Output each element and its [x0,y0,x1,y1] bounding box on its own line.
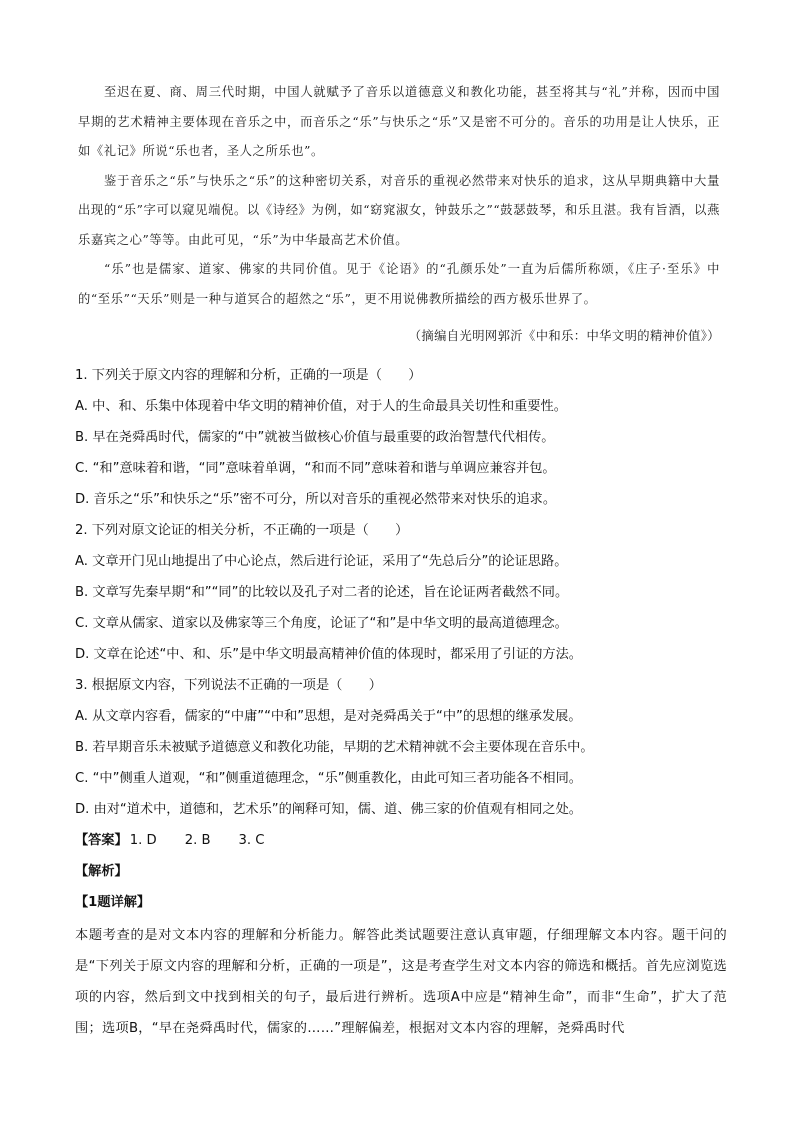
question-option: D. 文章在论述“中、和、乐”是中华文明最高精神价值的体现时，都采用了引证的方法。 [75,647,582,662]
question-option: B. 若早期音乐未被赋予道德意义和教化功能，早期的艺术精神就不会主要体现在音乐中。 [75,740,594,755]
analysis-text: 本题考查的是对文本内容的理解和分析能力。解答此类试题要注意认真审题，仔细理解文本内容。题干问的是“下列关于原文内容的理解和分析，正确的一项是”，这是考查学生对文本内容的筛选和概括。首先应浏览选项的内容，然后到文中找到相关的句子，最后进行辨析。选项A中应是“精神生命”，而非“生命”，扩大了范围；选项B，“早在尧舜禹时代，儒家的……”理解偏差，根据对文本内容的理解，尧舜禹时代 [75,928,727,1036]
question-option: C. 文章从儒家、道家以及佛家等三个角度，论证了“和”是中华文明的最高道德理念。 [75,616,568,631]
answer-value: 2. B [184,833,211,848]
passage-paragraph: “乐”也是儒家、道家、佛家的共同价值。见于《论语》的“孔颜乐处”一直为后儒所称颂，《庄子·至乐》中的“至乐”“天乐”则是一种与道冥合的超然之“乐”，更不用说佛教所描绘的西方极乐世界了。 [78,262,720,306]
question-stem: 3. 根据原文内容，下列说法不正确的一项是（ ） [75,678,382,693]
question-option: C. “中”侧重人道观，“和”侧重道德理念，“乐”侧重教化，由此可知三者功能各不相同。 [75,771,582,786]
question-option: D. 音乐之“乐”和快乐之“乐”密不可分，所以对音乐的重视必然带来对快乐的追求。 [75,492,557,507]
question-option: A. 从文章内容看，儒家的“中庸”“中和”思想，是对尧舜禹关于“中”的思想的继承发展。 [75,709,582,724]
question-option: C. “和”意味着和谐，“同”意味着单调，“和而不同”意味着和谐与单调应兼容并包。 [75,461,556,476]
passage-paragraph: 至迟在夏、商、周三代时期，中国人就赋予了音乐以道德意义和教化功能，甚至将其与“礼”并称，因而中国早期的艺术精神主要体现在音乐之中，而音乐之“乐”与快乐之“乐”又是密不可分的。音乐的功用是让人快乐，正如《礼记》所说“乐也者，圣人之所乐也”。 [78,85,720,158]
question-option: B. 文章写先秦早期“和”“同”的比较以及孔子对二者的论述，旨在论证两者截然不同。 [75,585,569,600]
passage-paragraph: 鉴于音乐之“乐”与快乐之“乐”的这种密切关系，对音乐的重视必然带来对快乐的追求，这从早期典籍中大量出现的“乐”字可以窥见端倪。以《诗经》为例，如“窈窕淑女，钟鼓乐之”“鼓瑟鼓琴，和乐且湛。我有旨酒，以燕乐嘉宾之心”等等。由此可见，“乐”为中华最高艺术价值。 [78,173,720,247]
question-option: D. 由对“道术中，道德和，艺术乐”的阐释可知，儒、道、佛三家的价值观有相同之处。 [75,802,582,817]
question-list [75,360,725,918]
passage-source: （摘编自光明网郭沂《中和乐：中华文明的精神价值》） [408,329,720,343]
question-option: A. 中、和、乐集中体现着中华文明的精神价值，对于人的生命最具关切性和重要性。 [75,399,567,414]
question-stem: 1. 下列关于原文内容的理解和分析，正确的一项是（ ） [75,368,422,383]
answer-label: 【答案】 [75,833,128,848]
question-option: B. 早在尧舜禹时代，儒家的“中”就被当做核心价值与最重要的政治智慧代代相传。 [75,430,555,445]
question-stem: 2. 下列对原文论证的相关分析，不正确的一项是（ ） [75,523,409,538]
analysis-sub-label: 【1题详解】 [75,895,151,910]
passage [78,78,720,314]
answer-line [75,825,725,856]
question-option: A. 文章开门见山地提出了中心论点，然后进行论证，采用了“先总后分”的论证思路。 [75,554,568,569]
analysis-body [75,920,727,1044]
answer-value: 3. C [238,833,265,848]
answer-value: 1. D [129,833,157,848]
analysis-label: 【解析】 [75,864,128,879]
